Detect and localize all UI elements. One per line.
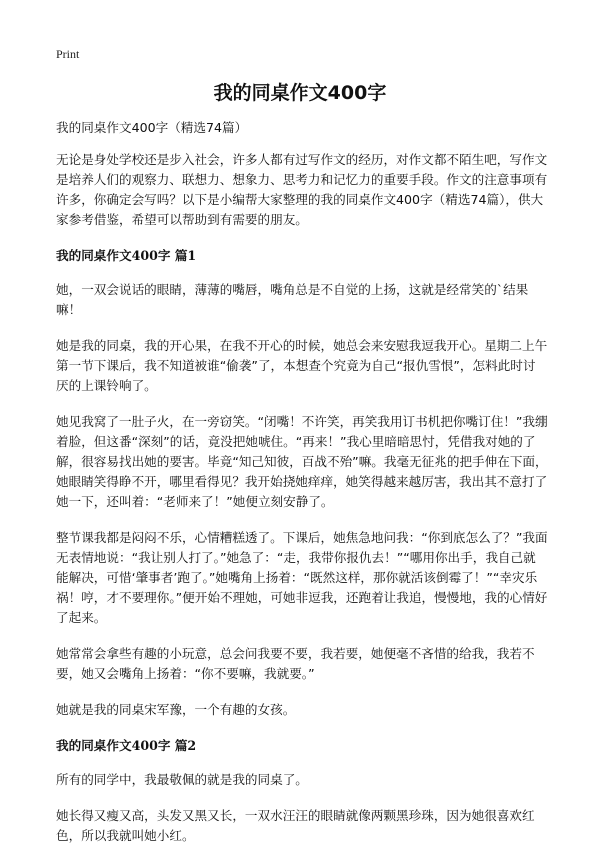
article-heading-1: 我的同桌作文400字 篇1 [56, 248, 197, 263]
paragraph: 她常常会拿些有趣的小玩意，总会问我要不要，我若要，她便毫不吝惜的给我，我若不要，她又会嘴角上扬着：“你不要嘛，我就要。” [56, 646, 535, 681]
paragraph: 她见我窝了一肚子火，在一旁窃笑。“闭嘴！不许笑，再笑我用订书机把你嘴订住！”我绷着脸，但这番“深刻”的话，竟没把她唬住。“再来！”我心里暗暗思忖，凭借我对她的了解，很容易找出她的要害。毕竟“知己知彼，百战不殆”嘛。我毫无征兆的把手伸在下面，她眼睛笑得睁不开，哪里看得见？我开始挠她痒痒，她笑得越来越厉害，我出其不意打了她一下，还叫着：“老师来了！”她便立刻安静了。 [56, 414, 548, 509]
paragraph: 她长得又瘦又高，头发又黑又长，一双水汪汪的眼睛就像两颗黑珍珠，因为她很喜欢红色，所以我就叫她小红。 [56, 808, 535, 843]
paragraph: 所有的同学中，我最敬佩的就是我的同桌了。 [56, 772, 308, 787]
paragraph: 她是我的同桌，我的开心果，在我不开心的时候，她总会来安慰我逗我开心。星期二上午第一节下课后，我不知道被谁“偷袭”了，本想查个究竟为自己“报仇雪恨”，怎料此时讨厌的上课铃响了。 [56, 338, 548, 393]
article-heading-2: 我的同桌作文400字 篇2 [56, 738, 197, 753]
subtitle: 我的同桌作文400字（精选74篇） [56, 120, 248, 135]
intro-paragraph: 无论是身处学校还是步入社会，许多人都有过写作文的经历，对作文都不陌生吧，写作文是培养人们的观察力、联想力、想象力、思考力和记忆力的重要手段。作文的注意事项有许多，你确定会写吗？以下是小编帮大家整理的我的同桌作文400字（精选74篇），供大家参考借鉴，希望可以帮助到有需要的朋友。 [56, 152, 548, 227]
print-link[interactable]: Print [56, 47, 80, 61]
paragraph: 整节课我都是闷闷不乐，心情糟糕透了。下课后，她焦急地问我：“你到底怎么了？”我面无表情地说：“我让别人打了。”她急了：“走，我带你报仇去！”“哪用你出手，我自己就能解决，可惜‘肇事者’跑了。”她嘴角上扬着：“既然这样，那你就活该倒霉了！”“幸灾乐祸！哼，才不要理你。”便开始不理她，可她非逗我，还跑着让我追，慢慢地，我的心情好了起来。 [56, 530, 548, 625]
paragraph: 她就是我的同桌宋军豫，一个有趣的女孩。 [56, 702, 296, 717]
page-title: 我的同桌作文400字 [213, 82, 387, 104]
article-content [56, 118, 548, 862]
paragraph: 她，一双会说话的眼睛，薄薄的嘴唇，嘴角总是不自觉的上扬，这就是经常笑的`结果嘛！ [56, 282, 529, 317]
